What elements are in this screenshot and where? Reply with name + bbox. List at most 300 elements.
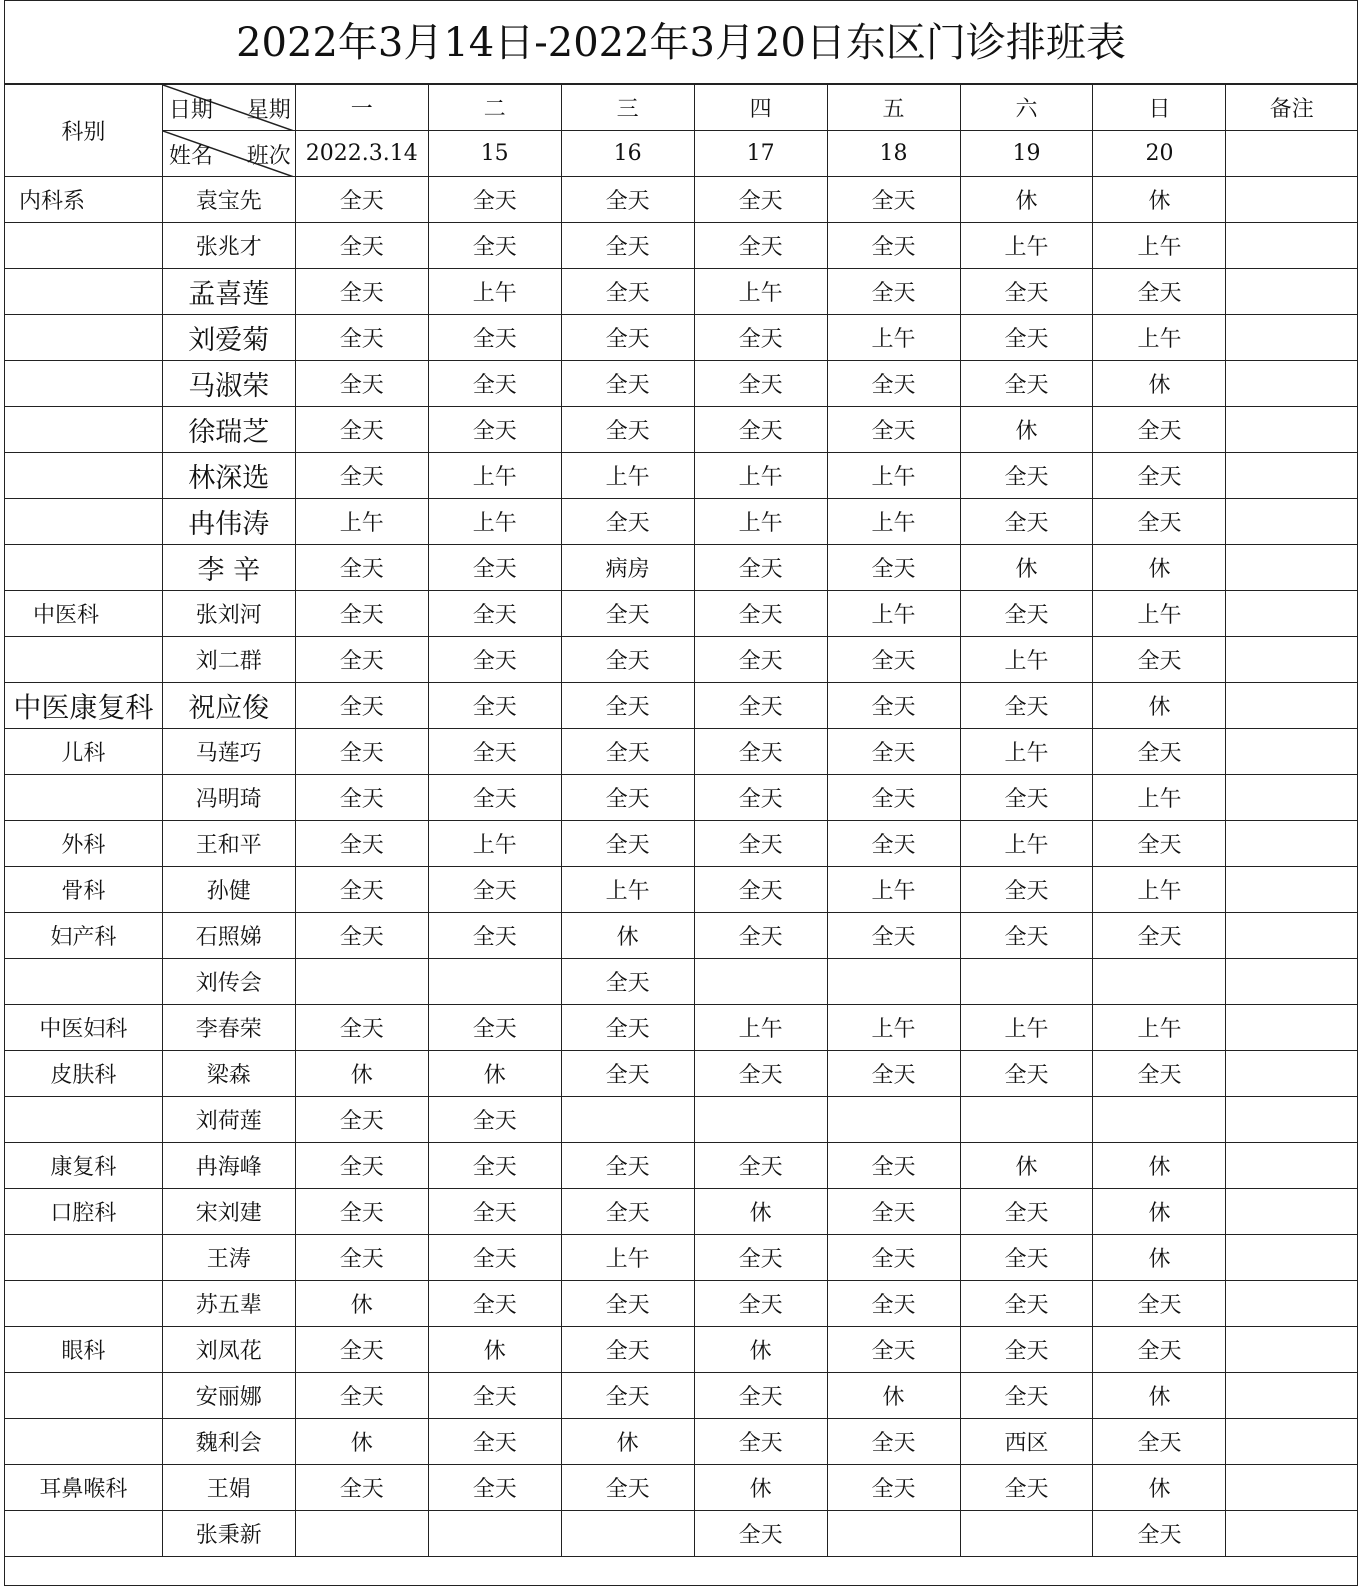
- shift-cell: 休: [1093, 683, 1226, 729]
- weekday-fri: 五: [827, 85, 960, 131]
- name-cell: 刘凤花: [162, 1327, 295, 1373]
- dept-cell: [5, 1097, 162, 1143]
- shift-cell: 上午: [827, 499, 960, 545]
- remarks-cell: [1226, 1511, 1357, 1557]
- shift-cell: 全天: [295, 1235, 428, 1281]
- shift-cell: 休: [428, 1327, 561, 1373]
- name-cell: 王和平: [162, 821, 295, 867]
- shift-cell: 全天: [295, 1097, 428, 1143]
- weekday-tue: 二: [428, 85, 561, 131]
- shift-cell: 全天: [827, 913, 960, 959]
- shift-cell: 全天: [1093, 1419, 1226, 1465]
- dept-cell: 外科: [5, 821, 162, 867]
- remarks-header: 备注: [1226, 85, 1357, 131]
- table-row: [5, 959, 1357, 1005]
- table-row: [5, 453, 1357, 499]
- name-cell: 林深选: [162, 453, 295, 499]
- shift-cell: 全天: [694, 545, 827, 591]
- table-row: [5, 637, 1357, 683]
- shift-cell: 全天: [827, 1235, 960, 1281]
- shift-cell: 全天: [694, 591, 827, 637]
- shift-cell: 全天: [561, 269, 694, 315]
- name-cell: 张刘河: [162, 591, 295, 637]
- shift-cell: 全天: [694, 223, 827, 269]
- remarks-cell: [1226, 269, 1357, 315]
- shift-cell: 全天: [561, 1143, 694, 1189]
- shift-cell: 全天: [960, 913, 1093, 959]
- table-row: [5, 1327, 1357, 1373]
- shift-cell: 全天: [428, 1373, 561, 1419]
- shift-cell: 上午: [561, 867, 694, 913]
- shift-cell: 全天: [428, 1235, 561, 1281]
- shift-cell: 上午: [960, 729, 1093, 775]
- shift-cell: 全天: [295, 177, 428, 223]
- shift-cell: 上午: [1093, 775, 1226, 821]
- shift-cell: 休: [960, 407, 1093, 453]
- shift-cell: 全天: [1093, 407, 1226, 453]
- shift-cell: 上午: [561, 453, 694, 499]
- name-cell: 梁森: [162, 1051, 295, 1097]
- date-label: 日期: [168, 98, 213, 123]
- shift-cell: 全天: [694, 1373, 827, 1419]
- shift-cell: 全天: [827, 775, 960, 821]
- shift-cell: 全天: [1093, 637, 1226, 683]
- shift-cell: 休: [827, 1373, 960, 1419]
- shift-cell: 全天: [428, 315, 561, 361]
- shift-cell: 上午: [1093, 867, 1226, 913]
- dept-cell: 口腔科: [5, 1189, 162, 1235]
- dept-cell: [5, 407, 162, 453]
- shift-cell: 休: [295, 1281, 428, 1327]
- dept-cell: [5, 1281, 162, 1327]
- shift-cell: 上午: [694, 453, 827, 499]
- date-fri: 18: [827, 131, 960, 177]
- shift-cell: 全天: [960, 1051, 1093, 1097]
- date-thu: 17: [694, 131, 827, 177]
- shift-cell: 休: [1093, 545, 1226, 591]
- name-cell: 徐瑞芝: [162, 407, 295, 453]
- shift-cell: 全天: [960, 1189, 1093, 1235]
- shift-cell: 全天: [295, 913, 428, 959]
- name-cell: 李春荣: [162, 1005, 295, 1051]
- shift-cell: 休: [694, 1465, 827, 1511]
- weekday-sun: 日: [1093, 85, 1226, 131]
- shift-cell: 全天: [295, 1465, 428, 1511]
- page-title: 2022年3月14日-2022年3月20日东区门诊排班表: [5, 1, 1357, 85]
- shift-cell: 全天: [1093, 499, 1226, 545]
- shift-cell: [1093, 959, 1226, 1005]
- name-cell: 刘爱菊: [162, 315, 295, 361]
- shift-cell: 全天: [295, 545, 428, 591]
- shift-cell: [428, 1511, 561, 1557]
- shift-cell: 全天: [960, 683, 1093, 729]
- table-row: [5, 1465, 1357, 1511]
- shift-cell: 全天: [827, 729, 960, 775]
- shift-cell: 全天: [827, 269, 960, 315]
- dept-cell: 耳鼻喉科: [5, 1465, 162, 1511]
- shift-cell: [827, 959, 960, 1005]
- table-row: [5, 1051, 1357, 1097]
- remarks-cell: [1226, 315, 1357, 361]
- remarks-cell: [1226, 729, 1357, 775]
- shift-cell: 上午: [1093, 223, 1226, 269]
- table-row: [5, 361, 1357, 407]
- shift-cell: [428, 959, 561, 1005]
- table-row: [5, 1097, 1357, 1143]
- shift-cell: 全天: [1093, 821, 1226, 867]
- dept-cell: [5, 269, 162, 315]
- shift-cell: 全天: [295, 1005, 428, 1051]
- shift-cell: 全天: [295, 1189, 428, 1235]
- shift-cell: 全天: [428, 913, 561, 959]
- name-cell: 祝应俊: [162, 683, 295, 729]
- shift-cell: 休: [1093, 1465, 1226, 1511]
- name-cell: 苏五辈: [162, 1281, 295, 1327]
- shift-cell: 全天: [295, 729, 428, 775]
- shift-cell: 全天: [1093, 913, 1226, 959]
- remarks-cell: [1226, 1097, 1357, 1143]
- shift-cell: [295, 959, 428, 1005]
- shift-cell: 休: [295, 1419, 428, 1465]
- shift-cell: 休: [960, 1143, 1093, 1189]
- table-row: [5, 775, 1357, 821]
- header-row-weekdays: [5, 85, 1357, 131]
- shift-cell: 全天: [428, 637, 561, 683]
- shift-cell: 全天: [827, 683, 960, 729]
- shift-cell: 休: [694, 1189, 827, 1235]
- table-row: [5, 729, 1357, 775]
- shift-cell: 上午: [827, 1005, 960, 1051]
- weekday-wed: 三: [561, 85, 694, 131]
- table-row: [5, 1281, 1357, 1327]
- dept-cell: 内科系: [5, 177, 162, 223]
- remarks-cell: [1226, 1327, 1357, 1373]
- remarks-cell: [1226, 1281, 1357, 1327]
- shift-cell: 全天: [694, 1419, 827, 1465]
- dept-cell: [5, 637, 162, 683]
- shift-cell: 全天: [428, 545, 561, 591]
- dept-cell: [5, 959, 162, 1005]
- dept-cell: [5, 499, 162, 545]
- remarks-cell: [1226, 959, 1357, 1005]
- table-row: [5, 269, 1357, 315]
- shift-cell: 全天: [428, 1419, 561, 1465]
- shift-cell: 全天: [1093, 1327, 1226, 1373]
- shift-cell: 全天: [827, 1327, 960, 1373]
- shift-cell: 西区: [960, 1419, 1093, 1465]
- shift-cell: 全天: [1093, 269, 1226, 315]
- shift-cell: 全天: [694, 775, 827, 821]
- shift-cell: 全天: [1093, 1511, 1226, 1557]
- remarks-cell: [1226, 223, 1357, 269]
- dept-cell: 中医科: [5, 591, 162, 637]
- remarks-cell: [1226, 407, 1357, 453]
- shift-cell: 全天: [561, 729, 694, 775]
- shift-cell: 上午: [694, 1005, 827, 1051]
- shift-cell: 全天: [694, 315, 827, 361]
- shift-cell: 上午: [1093, 591, 1226, 637]
- shift-cell: 全天: [561, 499, 694, 545]
- shift-cell: 全天: [561, 223, 694, 269]
- shift-cell: 上午: [960, 223, 1093, 269]
- name-cell: 马淑荣: [162, 361, 295, 407]
- shift-cell: 全天: [827, 1051, 960, 1097]
- table-row: [5, 315, 1357, 361]
- dept-cell: [5, 315, 162, 361]
- table-row: [5, 867, 1357, 913]
- dept-cell: [5, 1235, 162, 1281]
- shift-cell: 全天: [295, 315, 428, 361]
- shift-cell: 全天: [561, 1005, 694, 1051]
- table-row: [5, 177, 1357, 223]
- shift-cell: 全天: [561, 683, 694, 729]
- shift-cell: 病房: [561, 545, 694, 591]
- name-cell: 刘荷莲: [162, 1097, 295, 1143]
- weekday-label: 星期: [246, 98, 291, 123]
- name-cell: 刘传会: [162, 959, 295, 1005]
- dept-cell: [5, 1373, 162, 1419]
- shift-cell: 全天: [295, 775, 428, 821]
- shift-cell: 全天: [428, 867, 561, 913]
- name-cell: 宋刘建: [162, 1189, 295, 1235]
- shift-cell: [694, 1097, 827, 1143]
- weekday-sat: 六: [960, 85, 1093, 131]
- shift-cell: 全天: [428, 223, 561, 269]
- name-cell: 孟喜莲: [162, 269, 295, 315]
- remarks-cell: [1226, 1373, 1357, 1419]
- shift-cell: 全天: [694, 683, 827, 729]
- dept-cell: 儿科: [5, 729, 162, 775]
- shift-cell: 全天: [827, 1143, 960, 1189]
- table-row: [5, 1511, 1357, 1557]
- shift-cell: 全天: [1093, 1051, 1226, 1097]
- shift-cell: 全天: [295, 453, 428, 499]
- shift-cell: 全天: [295, 821, 428, 867]
- dept-cell: [5, 1419, 162, 1465]
- shift-cell: 全天: [1093, 729, 1226, 775]
- name-cell: 孙健: [162, 867, 295, 913]
- shift-cell: 全天: [827, 177, 960, 223]
- shift-cell: 全天: [960, 591, 1093, 637]
- dept-cell: 眼科: [5, 1327, 162, 1373]
- table-row: [5, 1143, 1357, 1189]
- date-wed: 16: [561, 131, 694, 177]
- remarks-cell: [1226, 499, 1357, 545]
- remarks-cell: [1226, 1235, 1357, 1281]
- shift-cell: 全天: [561, 1281, 694, 1327]
- date-sat: 19: [960, 131, 1093, 177]
- shift-cell: 上午: [1093, 315, 1226, 361]
- shift-cell: 全天: [960, 315, 1093, 361]
- table-row: [5, 545, 1357, 591]
- table-row: [5, 1373, 1357, 1419]
- dept-cell: 中医妇科: [5, 1005, 162, 1051]
- shift-cell: 全天: [561, 637, 694, 683]
- shift-cell: 上午: [960, 1005, 1093, 1051]
- shift-cell: 休: [1093, 1235, 1226, 1281]
- remarks-cell: [1226, 1143, 1357, 1189]
- shift-cell: [827, 1511, 960, 1557]
- shift-cell: [827, 1097, 960, 1143]
- shift-cell: [295, 1511, 428, 1557]
- shift-cell: 上午: [1093, 1005, 1226, 1051]
- shift-cell: 全天: [428, 1005, 561, 1051]
- shift-cell: 全天: [295, 361, 428, 407]
- shift-cell: 全天: [295, 407, 428, 453]
- dept-header: 科别: [5, 85, 162, 177]
- shift-cell: 上午: [827, 315, 960, 361]
- shift-cell: 全天: [827, 1189, 960, 1235]
- shift-cell: 全天: [428, 177, 561, 223]
- shift-cell: 全天: [694, 1143, 827, 1189]
- remarks-cell: [1226, 1051, 1357, 1097]
- schedule-table: [5, 85, 1357, 1557]
- shift-cell: 全天: [694, 1235, 827, 1281]
- name-cell: 安丽娜: [162, 1373, 295, 1419]
- shift-cell: 全天: [428, 1465, 561, 1511]
- dept-cell: [5, 545, 162, 591]
- shift-cell: 休: [1093, 177, 1226, 223]
- name-shift-header: [162, 131, 295, 177]
- shift-cell: [1093, 1097, 1226, 1143]
- shift-cell: 全天: [827, 637, 960, 683]
- shift-cell: 全天: [428, 591, 561, 637]
- shift-cell: 全天: [561, 959, 694, 1005]
- shift-cell: 休: [1093, 1189, 1226, 1235]
- shift-cell: 全天: [694, 637, 827, 683]
- shift-cell: 上午: [827, 867, 960, 913]
- shift-cell: 休: [1093, 1143, 1226, 1189]
- dept-cell: 中医康复科: [5, 683, 162, 729]
- shift-cell: 全天: [295, 223, 428, 269]
- shift-cell: 全天: [827, 407, 960, 453]
- shift-cell: [960, 1097, 1093, 1143]
- remarks-cell: [1226, 1189, 1357, 1235]
- shift-cell: 全天: [561, 821, 694, 867]
- header-row-dates: [5, 131, 1357, 177]
- weekday-mon: 一: [295, 85, 428, 131]
- name-cell: 张秉新: [162, 1511, 295, 1557]
- shift-cell: 上午: [428, 499, 561, 545]
- remarks-cell: [1226, 1005, 1357, 1051]
- dept-cell: 康复科: [5, 1143, 162, 1189]
- shift-cell: 全天: [960, 1327, 1093, 1373]
- shift-cell: 上午: [694, 499, 827, 545]
- shift-cell: 全天: [428, 1281, 561, 1327]
- date-tue: 15: [428, 131, 561, 177]
- schedule-sheet: [4, 0, 1358, 1586]
- shift-cell: 全天: [960, 499, 1093, 545]
- shift-cell: 全天: [960, 1465, 1093, 1511]
- remarks-cell: [1226, 545, 1357, 591]
- name-cell: 刘二群: [162, 637, 295, 683]
- shift-cell: 上午: [960, 637, 1093, 683]
- table-row: [5, 499, 1357, 545]
- shift-cell: 全天: [561, 315, 694, 361]
- date-mon: 2022.3.14: [295, 131, 428, 177]
- name-cell: 李 辛: [162, 545, 295, 591]
- remarks-cell: [1226, 913, 1357, 959]
- shift-cell: 全天: [561, 1465, 694, 1511]
- shift-cell: 全天: [694, 407, 827, 453]
- shift-cell: 全天: [428, 683, 561, 729]
- shift-cell: 休: [960, 545, 1093, 591]
- shift-cell: 全天: [295, 591, 428, 637]
- shift-cell: 休: [428, 1051, 561, 1097]
- shift-cell: [561, 1097, 694, 1143]
- remarks-cell: [1226, 591, 1357, 637]
- table-row: [5, 683, 1357, 729]
- shift-cell: 休: [561, 913, 694, 959]
- remarks-cell: [1226, 1465, 1357, 1511]
- name-cell: 冯明琦: [162, 775, 295, 821]
- shift-cell: 全天: [1093, 1281, 1226, 1327]
- table-row: [5, 1189, 1357, 1235]
- shift-cell: 全天: [295, 683, 428, 729]
- remarks-cell: [1226, 131, 1357, 177]
- remarks-cell: [1226, 821, 1357, 867]
- dept-cell: [5, 1511, 162, 1557]
- table-row: [5, 223, 1357, 269]
- dept-cell: 骨科: [5, 867, 162, 913]
- shift-cell: 全天: [561, 1051, 694, 1097]
- date-weekday-header: [162, 85, 295, 131]
- shift-cell: 休: [1093, 1373, 1226, 1419]
- shift-cell: 全天: [428, 775, 561, 821]
- remarks-cell: [1226, 867, 1357, 913]
- name-label: 姓名: [168, 144, 213, 169]
- table-row: [5, 821, 1357, 867]
- shift-cell: 全天: [694, 821, 827, 867]
- shift-cell: 全天: [428, 1097, 561, 1143]
- name-cell: 袁宝先: [162, 177, 295, 223]
- shift-cell: 全天: [561, 1327, 694, 1373]
- shift-cell: 全天: [827, 361, 960, 407]
- table-row: [5, 407, 1357, 453]
- remarks-cell: [1226, 775, 1357, 821]
- weekday-thu: 四: [694, 85, 827, 131]
- table-row: [5, 1235, 1357, 1281]
- shift-cell: 全天: [561, 591, 694, 637]
- shift-cell: [561, 1511, 694, 1557]
- shift-cell: 全天: [561, 775, 694, 821]
- shift-cell: 全天: [827, 1419, 960, 1465]
- shift-cell: 全天: [960, 453, 1093, 499]
- shift-cell: 全天: [960, 1281, 1093, 1327]
- shift-cell: 全天: [428, 361, 561, 407]
- remarks-cell: [1226, 1419, 1357, 1465]
- shift-cell: 上午: [827, 591, 960, 637]
- shift-label: 班次: [246, 144, 291, 169]
- name-cell: 魏利会: [162, 1419, 295, 1465]
- shift-cell: 全天: [694, 1511, 827, 1557]
- name-cell: 石照娣: [162, 913, 295, 959]
- shift-cell: 全天: [960, 361, 1093, 407]
- shift-cell: 全天: [561, 177, 694, 223]
- remarks-cell: [1226, 361, 1357, 407]
- shift-cell: 全天: [428, 1189, 561, 1235]
- dept-cell: 妇产科: [5, 913, 162, 959]
- shift-cell: 全天: [694, 1051, 827, 1097]
- shift-cell: 全天: [960, 1235, 1093, 1281]
- shift-cell: 全天: [428, 729, 561, 775]
- shift-cell: 全天: [295, 1327, 428, 1373]
- shift-cell: 全天: [694, 177, 827, 223]
- shift-cell: 全天: [827, 1281, 960, 1327]
- shift-cell: 休: [1093, 361, 1226, 407]
- shift-cell: 全天: [827, 1465, 960, 1511]
- shift-cell: 休: [694, 1327, 827, 1373]
